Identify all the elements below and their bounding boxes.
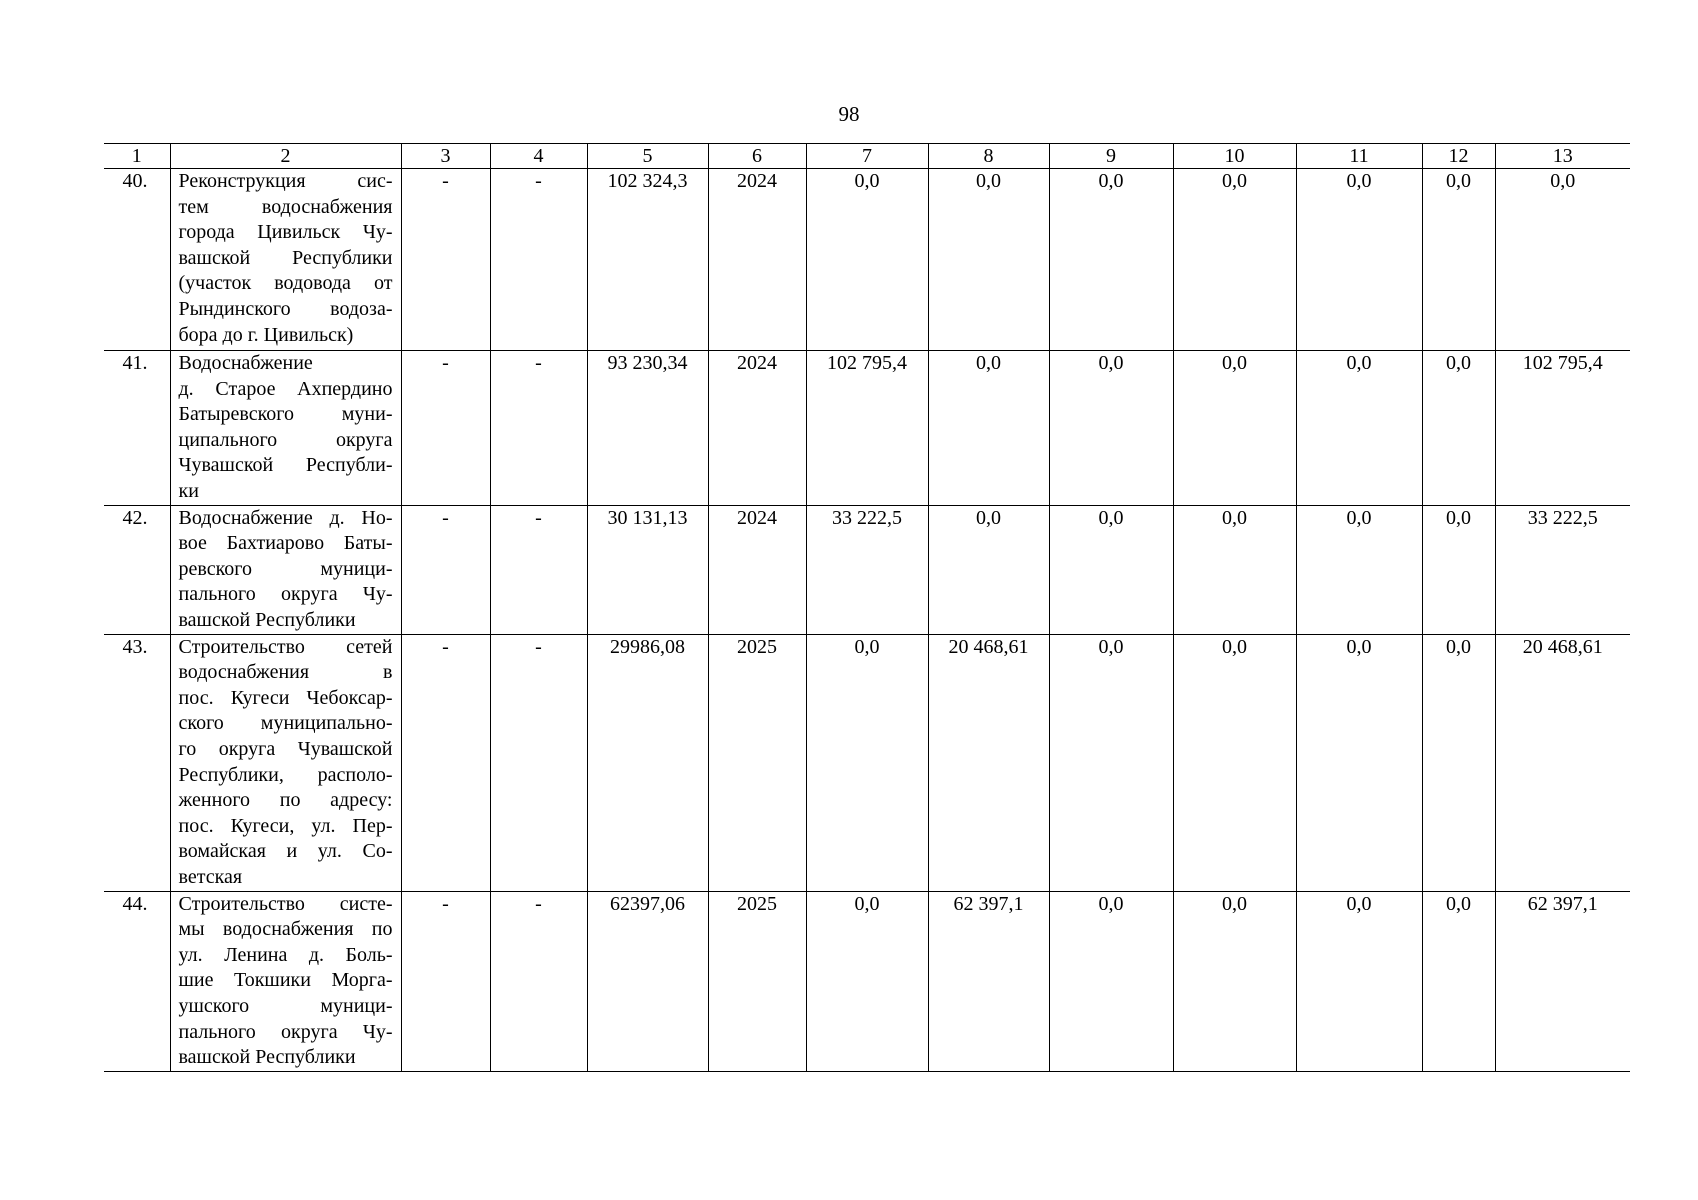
object-name-line: города Цивильск Чу- (178, 221, 393, 244)
page-number: 98 (838, 102, 860, 126)
table-row (104, 891, 1630, 1071)
header-cell: 8 (928, 144, 1049, 169)
header-cell: 10 (1173, 144, 1296, 169)
header-cell: 2 (170, 144, 401, 169)
cell-c13: 102 795,4 (1495, 351, 1630, 506)
cell-c8: 0,0 (928, 169, 1049, 351)
cell-c7: 102 795,4 (806, 351, 928, 506)
object-name-line: мы водоснабжения по (178, 918, 393, 941)
cell-c4: - (490, 169, 587, 351)
cell-c5: 30 131,13 (587, 505, 708, 634)
header-cell: 5 (587, 144, 708, 169)
row-number: 41. (104, 351, 170, 506)
cell-c3: - (401, 891, 490, 1071)
table-row (104, 634, 1630, 891)
object-name-line: водоснабжения в (178, 661, 393, 684)
cell-c4: - (490, 634, 587, 891)
cell-c7: 33 222,5 (806, 505, 928, 634)
cell-c12: 0,0 (1422, 505, 1495, 634)
row-number: 40. (104, 169, 170, 351)
cell-c8: 0,0 (928, 351, 1049, 506)
cell-c6: 2024 (708, 169, 806, 351)
cell-c6: 2024 (708, 351, 806, 506)
object-name-line: пос. Кугеси, ул. Пер- (178, 814, 393, 837)
header-row (104, 144, 1630, 169)
header-cell: 6 (708, 144, 806, 169)
object-name (170, 351, 401, 506)
cell-c3: - (401, 351, 490, 506)
object-name (170, 891, 401, 1071)
cell-c6: 2025 (708, 634, 806, 891)
cell-c13: 0,0 (1495, 169, 1630, 351)
cell-c6: 2024 (708, 505, 806, 634)
header-cell: 9 (1049, 144, 1173, 169)
cell-c4: - (490, 891, 587, 1071)
object-name-line: (участок водовода от (178, 272, 393, 295)
object-name-line: пос. Кугеси Чебоксар- (178, 686, 393, 709)
object-name-line: ул. Ленина д. Боль- (178, 943, 393, 966)
table-row (104, 169, 1630, 351)
cell-c12: 0,0 (1422, 351, 1495, 506)
object-name-line: шие Токшики Морга- (178, 969, 393, 992)
cell-c12: 0,0 (1422, 634, 1495, 891)
object-name-line: Водоснабжение (178, 352, 313, 374)
cell-c4: - (490, 505, 587, 634)
cell-c11: 0,0 (1296, 169, 1422, 351)
object-name-line: Рындинского водоза- (178, 297, 393, 320)
header-cell: 1 (104, 144, 170, 169)
object-name-line: бора до г. Цивильск) (178, 323, 354, 346)
table-row (104, 505, 1630, 634)
cell-c9: 0,0 (1049, 351, 1173, 506)
cell-c10: 0,0 (1173, 891, 1296, 1071)
cell-c3: - (401, 169, 490, 351)
cell-c12: 0,0 (1422, 891, 1495, 1071)
cell-c12: 0,0 (1422, 169, 1495, 351)
object-name-line: вомайская и ул. Со- (178, 840, 393, 863)
data-table (104, 143, 1630, 1072)
cell-c11: 0,0 (1296, 351, 1422, 506)
object-name-line: ципального округа (178, 428, 393, 451)
object-name-line: го округа Чувашской (178, 737, 393, 760)
object-name-line: Чувашской Республи- (178, 454, 393, 477)
object-name-line: вашской Республики (178, 1046, 356, 1069)
object-name-line: тем водоснабжения (178, 195, 393, 218)
header-cell: 3 (401, 144, 490, 169)
object-name-line: д. Старое Ахпердино (178, 377, 393, 400)
object-name-line: Водоснабжение д. Но- (178, 506, 393, 529)
cell-c3: - (401, 505, 490, 634)
row-number: 42. (104, 505, 170, 634)
cell-c10: 0,0 (1173, 169, 1296, 351)
cell-c5: 93 230,34 (587, 351, 708, 506)
cell-c10: 0,0 (1173, 505, 1296, 634)
object-name-line: Республики, располо- (178, 763, 393, 786)
cell-c9: 0,0 (1049, 505, 1173, 634)
row-number: 44. (104, 891, 170, 1071)
object-name-line: Реконструкция сис- (178, 170, 393, 192)
cell-c13: 33 222,5 (1495, 505, 1630, 634)
cell-c9: 0,0 (1049, 169, 1173, 351)
object-name (170, 505, 401, 634)
object-name-line: Батыревского муни- (178, 403, 393, 426)
cell-c8: 0,0 (928, 505, 1049, 634)
object-name-line: ветская (178, 865, 243, 888)
row-number: 43. (104, 634, 170, 891)
cell-c8: 62 397,1 (928, 891, 1049, 1071)
object-name-line: пального округа Чу- (178, 1020, 393, 1043)
cell-c13: 62 397,1 (1495, 891, 1630, 1071)
object-name-line: вашской Республики (178, 246, 393, 269)
object-name-line: Строительство сетей (178, 635, 393, 658)
table-row (104, 351, 1630, 506)
cell-c8: 20 468,61 (928, 634, 1049, 891)
object-name-line: женного по адресу: (178, 789, 393, 812)
cell-c5: 29986,08 (587, 634, 708, 891)
object-name-line: Строительство систе- (178, 892, 393, 915)
cell-c4: - (490, 351, 587, 506)
header-cell: 4 (490, 144, 587, 169)
header-cell: 7 (806, 144, 928, 169)
object-name-line: ского муниципально- (178, 712, 393, 735)
object-name-line: ревского муници- (178, 557, 393, 580)
cell-c10: 0,0 (1173, 351, 1296, 506)
cell-c7: 0,0 (806, 891, 928, 1071)
cell-c11: 0,0 (1296, 891, 1422, 1071)
object-name-line: вое Бахтиарово Баты- (178, 532, 393, 555)
object-name-line: ки (178, 479, 199, 502)
cell-c13: 20 468,61 (1495, 634, 1630, 891)
cell-c10: 0,0 (1173, 634, 1296, 891)
object-name (170, 169, 401, 351)
cell-c7: 0,0 (806, 169, 928, 351)
cell-c7: 0,0 (806, 634, 928, 891)
cell-c3: - (401, 634, 490, 891)
header-cell: 12 (1422, 144, 1495, 169)
object-name (170, 634, 401, 891)
object-name-line: пального округа Чу- (178, 583, 393, 606)
header-cell: 11 (1296, 144, 1422, 169)
cell-c11: 0,0 (1296, 634, 1422, 891)
header-cell: 13 (1495, 144, 1630, 169)
cell-c11: 0,0 (1296, 505, 1422, 634)
cell-c9: 0,0 (1049, 634, 1173, 891)
cell-c5: 102 324,3 (587, 169, 708, 351)
cell-c5: 62397,06 (587, 891, 708, 1071)
cell-c9: 0,0 (1049, 891, 1173, 1071)
object-name-line: ушского муници- (178, 994, 393, 1017)
object-name-line: вашской Республики (178, 608, 356, 631)
cell-c6: 2025 (708, 891, 806, 1071)
